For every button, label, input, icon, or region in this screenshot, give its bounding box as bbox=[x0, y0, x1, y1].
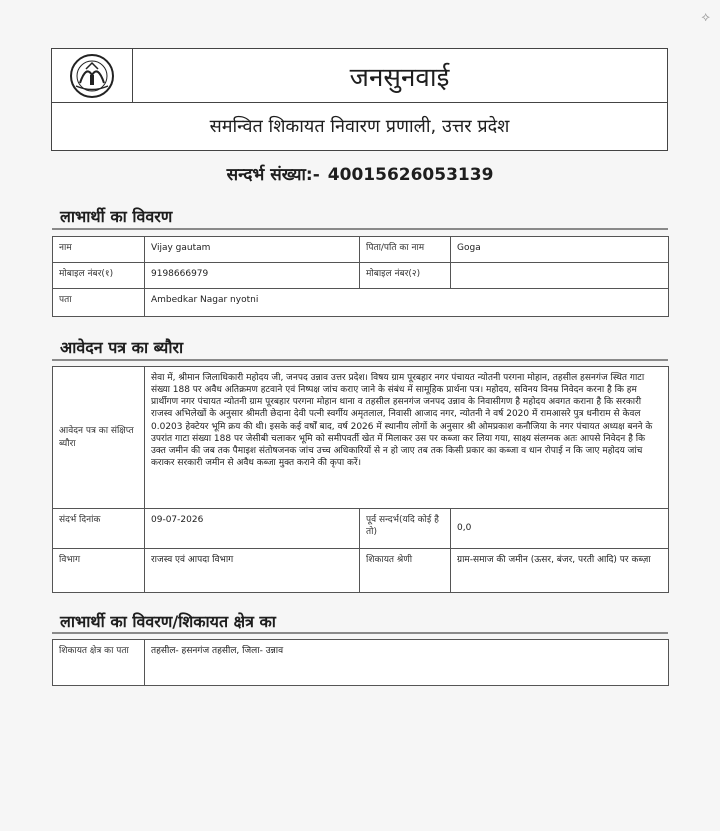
name-label: नाम bbox=[53, 237, 145, 263]
mobile2-label: मोबाइल नंबर(२) bbox=[360, 263, 451, 289]
divider bbox=[52, 228, 668, 230]
date-value: 09-07-2026 bbox=[145, 509, 360, 549]
address-label: पता bbox=[53, 289, 145, 317]
category-label: शिकायत श्रेणी bbox=[360, 549, 451, 593]
area-table bbox=[52, 639, 669, 686]
department-label: विभाग bbox=[53, 549, 145, 593]
logo-cell bbox=[52, 49, 133, 103]
page-subtitle: समन्वित शिकायत निवारण प्रणाली, उत्तर प्रदेश bbox=[209, 116, 510, 137]
category-value: ग्राम-समाज की जमीन (ऊसर, बंजर, परती आदि) पर कब्ज़ा bbox=[451, 549, 669, 593]
father-value: Goga bbox=[451, 237, 669, 263]
prev-ref-value: 0,0 bbox=[451, 509, 669, 549]
mobile1-value: 9198666979 bbox=[145, 263, 360, 289]
reference-label: सन्दर्भ संख्या:- bbox=[226, 165, 320, 185]
reference-line bbox=[0, 162, 720, 185]
area-value: तहसील- हसनगंज तहसील, जिला- उन्नाव bbox=[145, 640, 669, 686]
beneficiary-table bbox=[52, 236, 669, 317]
reference-number: 40015626053139 bbox=[327, 165, 494, 185]
divider bbox=[52, 632, 668, 634]
header-box bbox=[51, 48, 668, 151]
summary-label: आवेदन पत्र का संक्षिप्त ब्यौरा bbox=[53, 367, 145, 509]
mobile1-label: मोबाइल नंबर(१) bbox=[53, 263, 145, 289]
page-title: जनसुनवाई bbox=[132, 49, 667, 103]
date-label: संदर्भ दिनांक bbox=[53, 509, 145, 549]
up-government-emblem-icon bbox=[66, 53, 118, 99]
application-heading: आवेदन पत्र का ब्यौरा bbox=[60, 338, 184, 357]
summary-value: सेवा में, श्रीमान जिलाधिकारी महोदय जी, जनपद उन्नाव उत्तर प्रदेश। विषय ग्राम पूरबहार नगर पंचायत न्योतनी परगना मोहान, तहसील हसनगंज स्थित गाटा संख्या 188 पर अवैध अतिक्रमण हटवाने एवं निष्पक्ष जांच कराए जाने के संबंध में सामूहिक प्रार्थना पत्र। महोदय, सविनय विनम्र निवेदन करना है कि हम प्रार्थीगण नगर पंचायत न्योतनी ग्राम पूरबहार परगना मोहान थाना व तहसील हसनगंज जनपद उन्नाव के निवासीगण है महोदय अवगत कराना है कि सरकारी राजस्व अभिलेखों के अनुसार श्रीमती छेदाना देवी पत्नी स्वर्गीय अमृतलाल, निवासी आजाद नगर, न्योतनी ने वर्ष 2020 में रामआसरे पुत्र धनीराम से केवल 0.0203 हेक्टेयर भूमि क्रय की थी। इसके कई वर्षों बाद, वर्ष 2026 में स्थानीय लोगों के अनुसार श्री ओमप्रकाश कनौजिया के नगर पंचायत अध्यक्ष बनने के उपरांत गाटा संख्या 188 पर जेसीबी चलाकर भूमि को समीपवर्ती खेत में मिलाकर उस पर कब्जा कर लिया गया, साक्ष्य संलग्नक अतः आपसे निवेदन है कि उक्त जमीन की जब तक पैमाइश संतोषजनक जांच उच्च अधिकारियों से न हो जाए तब तक किसी प्रकार का कब्जा व धान रोपाई न कि जाए महोदय जांच कराकर सरकारी जमीन से अवैध कब्जा मुक्त कराने की कृपा करें। bbox=[145, 367, 669, 509]
address-value: Ambedkar Nagar nyotni bbox=[145, 289, 669, 317]
name-value: Vijay gautam bbox=[145, 237, 360, 263]
mobile2-value bbox=[451, 263, 669, 289]
share-icon[interactable]: ⟡ bbox=[701, 10, 710, 25]
area-heading: लाभार्थी का विवरण/शिकायत क्षेत्र का bbox=[60, 612, 276, 631]
department-value: राजस्व एवं आपदा विभाग bbox=[145, 549, 360, 593]
prev-ref-label: पूर्व सन्दर्भ(यदि कोई है तो) bbox=[360, 509, 451, 549]
application-table bbox=[52, 366, 669, 593]
divider bbox=[52, 359, 668, 361]
area-label: शिकायत क्षेत्र का पता bbox=[53, 640, 145, 686]
father-label: पिता/पति का नाम bbox=[360, 237, 451, 263]
beneficiary-heading: लाभार्थी का विवरण bbox=[60, 207, 173, 226]
